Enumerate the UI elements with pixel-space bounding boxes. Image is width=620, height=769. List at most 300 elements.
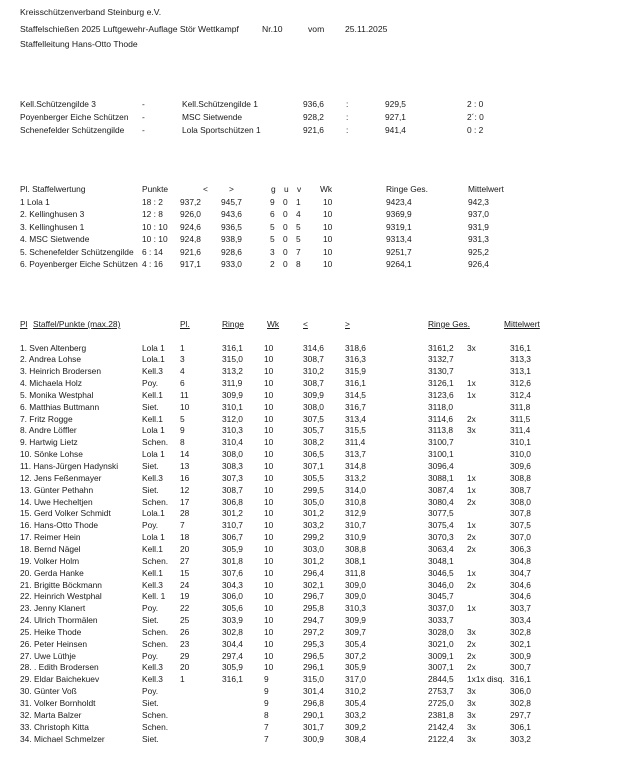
shooter-max: 310,9 — [345, 532, 366, 543]
shooter-ringe: 304,4 — [222, 638, 243, 649]
shooter-team: Kell.3 — [142, 472, 163, 483]
team-name: 5. Schenefelder Schützengilde — [20, 246, 134, 257]
col-pl: Pl — [20, 319, 28, 329]
shooter-total: 3048,1 — [428, 555, 454, 566]
shooter-ringe: 305,9 — [222, 662, 243, 673]
shooter-note: 1x — [467, 484, 476, 495]
shooter-wk: 10 — [264, 437, 274, 448]
col-staffel-punkte: Staffel/Punkte (max.28) — [33, 319, 121, 329]
shooter-max: 305,9 — [345, 662, 366, 673]
shooter-ringe: 308,0 — [222, 449, 243, 460]
shooter-name: 23. Jenny Klanert — [20, 603, 86, 614]
shooter-note: 3x — [467, 425, 476, 436]
team-max: 928,6 — [221, 246, 242, 257]
shooter-wk: 10 — [264, 638, 274, 649]
shooter-max: 313,7 — [345, 449, 366, 460]
shooter-wk: 10 — [264, 413, 274, 424]
shooter-wk: 8 — [264, 709, 269, 720]
team-name: 2. Kellinghusen 3 — [20, 209, 85, 220]
shooter-place: 28 — [180, 508, 190, 519]
shooter-note: 1x — [467, 472, 476, 483]
shooter-note: 2x — [467, 579, 476, 590]
team-wk: 10 — [323, 197, 333, 207]
away-team: MSC Sietwende — [182, 112, 243, 122]
shooter-team: Siet. — [142, 733, 159, 744]
shooter-avg: 306,0 — [510, 686, 531, 697]
team-max: 945,7 — [221, 197, 242, 207]
shooter-avg: 297,7 — [510, 709, 531, 720]
team-points: 4 : 16 — [142, 259, 163, 269]
shooter-avg: 303,2 — [510, 733, 531, 744]
shooter-place: 12 — [180, 484, 190, 495]
shooter-ringe: 310,7 — [222, 520, 243, 531]
shooter-name: 1. Sven Altenberg — [20, 342, 87, 353]
shooter-place: 22 — [180, 603, 190, 614]
shooter-min: 301,4 — [303, 686, 324, 697]
shooter-ringe: 312,0 — [222, 413, 243, 424]
shooter-max: 309,2 — [345, 721, 366, 732]
shooter-ringe: 309,9 — [222, 389, 243, 400]
shooter-min: 305,5 — [303, 472, 324, 483]
team-rings: 9369,9 — [386, 209, 412, 220]
team-row — [0, 210, 620, 222]
org-name: Kreisschützenverband Steinburg e.V. — [20, 7, 162, 17]
shooter-team: Poy. — [142, 686, 159, 697]
shooter-total: 3114,6 — [428, 413, 453, 424]
shooter-max: 310,2 — [345, 686, 366, 697]
shooter-team: Lola 1 — [142, 532, 165, 543]
team-row — [0, 248, 620, 260]
shooter-row — [0, 486, 620, 498]
shooter-avg: 307,0 — [510, 532, 531, 543]
shooter-place: 25 — [180, 615, 190, 626]
shooter-wk: 10 — [264, 520, 274, 531]
shooter-wk: 10 — [264, 603, 274, 614]
shooter-name: 4. Michaela Holz — [20, 378, 82, 389]
shooter-row — [0, 403, 620, 415]
shooter-row — [0, 735, 620, 747]
shooter-avg: 303,4 — [510, 615, 531, 626]
team-wk: 10 — [323, 221, 333, 232]
shooter-avg: 313,1 — [510, 366, 531, 377]
shooter-min: 301,2 — [303, 508, 324, 519]
away-score: 941,4 — [385, 125, 406, 135]
shooter-ringe: 316,1 — [222, 674, 243, 685]
shooter-ringe: 301,2 — [222, 508, 243, 519]
shooter-place: 6 — [180, 378, 185, 389]
shooter-avg: 310,1 — [510, 437, 531, 448]
shooter-name: 22. Heinrich Westphal — [20, 591, 102, 602]
shooter-min: 301,7 — [303, 721, 324, 732]
shooter-team: Schen. — [142, 709, 169, 720]
col-u: u — [284, 184, 289, 194]
shooter-min: 308,2 — [303, 437, 324, 448]
away-team: Lola Sportschützen 1 — [182, 125, 261, 135]
shooter-wk: 7 — [264, 733, 269, 744]
shooter-name: 30. Günter Voß — [20, 686, 77, 697]
team-min: 924,8 — [180, 234, 201, 245]
shooter-total: 3118,0 — [428, 401, 453, 412]
shooter-avg: 311,8 — [510, 401, 531, 412]
team-rings: 9423,4 — [386, 197, 412, 207]
shooter-avg: 302,1 — [510, 638, 531, 649]
shooter-place: 24 — [180, 579, 190, 590]
col-gt: > — [345, 319, 350, 329]
colon: : — [346, 99, 349, 109]
away-score: 929,5 — [385, 99, 406, 109]
shooter-min: 296,7 — [303, 591, 324, 602]
shooter-place: 5 — [180, 413, 185, 424]
shooter-total: 3033,7 — [428, 615, 454, 626]
shooter-team: Poy. — [142, 378, 159, 389]
shooter-place: 10 — [180, 401, 190, 412]
shooter-ringe: 306,0 — [222, 591, 243, 602]
shooter-wk: 7 — [264, 721, 269, 732]
shooter-team: Kell.1 — [142, 389, 163, 400]
shooter-place: 27 — [180, 555, 190, 566]
shooter-max: 305,4 — [345, 638, 366, 649]
team-row — [0, 235, 620, 247]
shooter-total: 3132,7 — [428, 354, 454, 365]
home-score: 921,6 — [303, 125, 324, 135]
team-won: 5 — [270, 221, 275, 232]
shooter-max: 315,9 — [345, 366, 366, 377]
shooter-avg: 316,1 — [510, 674, 531, 685]
shooter-avg: 306,3 — [510, 543, 531, 554]
shooter-max: 313,2 — [345, 472, 366, 483]
shooter-min: 296,4 — [303, 567, 324, 578]
team-name: 4. MSC Sietwende — [20, 234, 90, 245]
shooter-ringe: 297,4 — [222, 650, 243, 661]
shooter-ringe: 307,3 — [222, 472, 243, 483]
shooter-avg: 306,1 — [510, 721, 531, 732]
shooter-place: 29 — [180, 650, 190, 661]
shooter-min: 307,1 — [303, 461, 324, 471]
shooter-max: 309,9 — [345, 615, 366, 626]
shooter-note: 2x — [467, 650, 476, 661]
shooter-name: 17. Reimer Hein — [20, 532, 81, 543]
shooter-min: 303,2 — [303, 520, 324, 531]
shooter-ringe: 305,9 — [222, 543, 243, 554]
shooter-ringe: 308,7 — [222, 484, 243, 495]
team-points: 10 : 10 — [142, 221, 168, 232]
match-row — [0, 113, 620, 125]
shooter-team: Siet. — [142, 401, 159, 412]
shooter-max: 314,5 — [345, 389, 366, 400]
shooter-max: 311,4 — [345, 437, 366, 448]
shooter-wk: 10 — [264, 449, 274, 460]
shooter-name: 7. Fritz Rogge — [20, 413, 73, 424]
shooter-total: 3007,1 — [428, 662, 454, 673]
shooter-ringe: 310,3 — [222, 425, 243, 436]
shooter-team: Lola 1 — [142, 425, 165, 436]
shooter-min: 314,6 — [303, 342, 324, 353]
shooter-ringe: 308,3 — [222, 461, 243, 471]
shooter-ringe: 306,7 — [222, 532, 243, 543]
team-draw: 0 — [283, 234, 288, 245]
col-punkte: Punkte — [142, 184, 169, 194]
col-ringe: Ringe — [222, 319, 244, 329]
shooter-team: Schen. — [142, 555, 169, 566]
shooter-wk: 10 — [264, 567, 274, 578]
shooter-wk: 10 — [264, 389, 274, 400]
home-team: Schenefelder Schützengilde — [20, 125, 125, 135]
shooter-total: 3113,8 — [428, 425, 453, 436]
team-min: 937,2 — [180, 197, 201, 207]
shooter-wk: 10 — [264, 472, 274, 483]
shooter-team: Poy. — [142, 603, 159, 614]
shooter-min: 303,0 — [303, 543, 324, 554]
team-rings: 9319,1 — [386, 221, 412, 232]
shooter-avg: 312,6 — [510, 378, 531, 389]
team-min: 924,6 — [180, 221, 201, 232]
team-draw: 0 — [283, 221, 288, 232]
team-name: 6. Poyenberger Eiche Schützen — [20, 259, 138, 269]
shooter-min: 310,2 — [303, 366, 324, 377]
shooter-row — [0, 557, 620, 569]
shooter-team: Kell.3 — [142, 366, 163, 377]
team-points: 10 : 10 — [142, 234, 168, 245]
team-lost: 7 — [296, 246, 301, 257]
shooter-name: 15. Gerd Volker Schmidt — [20, 508, 111, 519]
shooter-avg: 307,8 — [510, 508, 531, 519]
shooter-avg: 311,4 — [510, 425, 531, 436]
shooter-total: 3100,1 — [428, 449, 454, 460]
shooter-team: Kell.3 — [142, 579, 163, 590]
shooter-min: 299,5 — [303, 484, 324, 495]
shooter-note: 2x — [467, 543, 476, 554]
shooter-total: 3075,4 — [428, 520, 454, 531]
home-team: Kell.Schützengilde 3 — [20, 99, 96, 109]
team-lost: 8 — [296, 259, 301, 269]
shooter-min: 307,5 — [303, 413, 324, 424]
shooter-avg: 313,3 — [510, 354, 531, 365]
shooter-team: Siet. — [142, 484, 159, 495]
shooter-place: 11 — [180, 389, 189, 400]
shooter-avg: 308,7 — [510, 484, 531, 495]
shooter-min: 299,2 — [303, 532, 324, 543]
shooter-note: 2x — [467, 638, 476, 649]
shooter-wk: 10 — [264, 378, 274, 389]
shooter-place: 23 — [180, 638, 190, 649]
shooter-ringe: 316,1 — [222, 342, 243, 353]
shooter-note: 3x — [467, 686, 476, 697]
shooter-max: 313,4 — [345, 413, 366, 424]
shooter-team: Schen. — [142, 626, 169, 637]
shooter-max: 312,9 — [345, 508, 366, 519]
shooter-name: 27. Uwe Lüthje — [20, 650, 76, 661]
team-lost: 4 — [296, 209, 301, 220]
shooter-name: 13. Günter Pethahn — [20, 484, 94, 495]
shooter-total: 3123,6 — [428, 389, 454, 400]
shooter-ringe: 305,6 — [222, 603, 243, 614]
shooter-place: 8 — [180, 437, 185, 448]
shooter-min: 306,5 — [303, 449, 324, 460]
shooter-name: 16. Hans-Otto Thode — [20, 520, 99, 531]
shooter-place: 18 — [180, 532, 190, 543]
shooter-min: 295,8 — [303, 603, 324, 614]
team-row — [0, 198, 620, 210]
col-lt: < — [203, 184, 208, 194]
shooter-min: 308,0 — [303, 401, 324, 412]
team-wk: 10 — [323, 209, 333, 220]
team-row — [0, 260, 620, 272]
team-wk: 10 — [323, 234, 333, 245]
shooter-name: 11. Hans-Jürgen Hadynski — [20, 461, 119, 471]
shooter-total: 3009,1 — [428, 650, 454, 661]
shooter-avg: 316,1 — [510, 342, 531, 353]
shooter-total: 3077,5 — [428, 508, 454, 519]
col-gt: > — [229, 184, 234, 194]
team-won: 6 — [270, 209, 275, 220]
shooter-team: Lola 1 — [142, 342, 165, 353]
event-date: 25.11.2025 — [345, 24, 388, 34]
shooter-min: 296,5 — [303, 650, 324, 661]
shooter-name: 3. Heinrich Brodersen — [20, 366, 101, 377]
shooter-team: Kell.3 — [142, 674, 163, 685]
team-name: 1 Lola 1 — [20, 197, 50, 207]
shooter-total: 3063,4 — [428, 543, 454, 554]
shooter-min: 301,2 — [303, 555, 324, 566]
shooter-team: Schen. — [142, 437, 169, 448]
shooter-place: 17 — [180, 496, 190, 507]
shooter-total: 2122,4 — [428, 733, 454, 744]
shooter-min: 295,3 — [303, 638, 324, 649]
shooter-avg: 312,4 — [510, 389, 531, 400]
col-ringe-ges: Ringe Ges. — [428, 319, 470, 329]
shooter-min: 294,7 — [303, 615, 324, 626]
shooter-max: 309,0 — [345, 591, 366, 602]
team-draw: 0 — [283, 259, 288, 269]
shooter-ringe: 307,6 — [222, 567, 243, 578]
shooter-avg: 304,6 — [510, 591, 531, 602]
shooter-name: 18. Bernd Nägel — [20, 543, 81, 554]
shooter-place: 26 — [180, 626, 190, 637]
shooter-team: Siet. — [142, 698, 159, 708]
shooter-name: 5. Monika Westphal — [20, 389, 94, 400]
shooter-max: 310,3 — [345, 603, 366, 614]
shooter-total: 2725,0 — [428, 698, 454, 708]
shooter-wk: 10 — [264, 662, 274, 673]
colon: : — [346, 112, 349, 122]
shooter-note: 1x — [467, 567, 476, 578]
team-row — [0, 223, 620, 235]
team-won: 2 — [270, 259, 275, 269]
shooter-note: 3x — [467, 342, 476, 353]
team-points: 12 : 8 — [142, 209, 163, 220]
shooter-avg: 308,0 — [510, 496, 531, 507]
shooter-avg: 303,7 — [510, 603, 531, 614]
shooter-wk: 10 — [264, 650, 274, 661]
shooter-wk: 10 — [264, 543, 274, 554]
shooter-avg: 307,5 — [510, 520, 531, 531]
shooter-ringe: 303,9 — [222, 615, 243, 626]
shooter-name: 2. Andrea Lohse — [20, 354, 82, 365]
shooter-note: 1x — [467, 520, 476, 531]
team-points: 18 : 2 — [142, 197, 163, 207]
shooter-row — [0, 640, 620, 652]
team-max: 943,6 — [221, 209, 242, 220]
shooter-team: Kell. 1 — [142, 591, 166, 602]
col-wk: Wk — [267, 319, 280, 329]
team-min: 926,0 — [180, 209, 201, 220]
shooter-total: 3045,7 — [428, 591, 454, 602]
shooter-place: 4 — [180, 366, 185, 377]
event-title: Staffelschießen 2025 Luftgewehr-Auflage Stör Wettkampf — [20, 24, 239, 34]
shooter-name: 32. Marta Balzer — [20, 709, 82, 720]
shooter-avg: 309,6 — [510, 461, 531, 471]
col-mittelwert: Mittelwert — [468, 184, 504, 194]
shooter-max: 314,8 — [345, 461, 366, 471]
shooter-total: 3046,5 — [428, 567, 454, 578]
col-g: g — [271, 184, 276, 194]
shooter-wk: 9 — [264, 674, 269, 685]
shooter-max: 316,1 — [345, 378, 366, 389]
staffel-leader: Staffelleitung Hans-Otto Thode — [20, 39, 138, 49]
shooter-team: Kell.1 — [142, 543, 163, 554]
shooter-min: 297,2 — [303, 626, 324, 637]
colon: : — [346, 125, 349, 135]
shooter-place: 16 — [180, 472, 190, 483]
shooter-wk: 10 — [264, 508, 274, 519]
shooter-team: Schen. — [142, 638, 169, 649]
shooter-wk: 10 — [264, 555, 274, 566]
shooter-name: 34. Michael Schmelzer — [20, 733, 105, 744]
separator: - — [142, 112, 145, 122]
shooter-ringe: 302,8 — [222, 626, 243, 637]
shooter-ringe: 310,1 — [222, 401, 243, 412]
shooter-place: 1 — [180, 342, 185, 353]
shooter-team: Kell.1 — [142, 567, 163, 578]
shooter-name: 12. Jens Feßenmayer — [20, 472, 102, 483]
match-row — [0, 126, 620, 138]
shooter-max: 308,8 — [345, 543, 366, 554]
team-wk: 10 — [323, 246, 333, 257]
shooter-ringe: 315,0 — [222, 354, 243, 365]
team-lost: 5 — [296, 234, 301, 245]
shooter-wk: 10 — [264, 484, 274, 495]
match-points: 2´: 0 — [467, 112, 484, 122]
shooter-ringe: 310,4 — [222, 437, 243, 448]
shooter-note: 1x — [467, 603, 476, 614]
shooter-place: 1 — [180, 674, 185, 685]
shooter-max: 310,7 — [345, 520, 366, 531]
team-lost: 1 — [296, 197, 301, 207]
shooter-avg: 308,8 — [510, 472, 531, 483]
shooter-max: 310,8 — [345, 496, 366, 507]
shooter-name: 25. Heike Thode — [20, 626, 82, 637]
shooter-max: 309,7 — [345, 626, 366, 637]
team-avg: 931,3 — [468, 234, 489, 245]
col-wk: Wk — [320, 184, 333, 194]
shooter-name: 33. Christoph Kitta — [20, 721, 89, 732]
shooter-total: 3021,0 — [428, 638, 454, 649]
shooter-note: 3x — [467, 709, 476, 720]
shooter-max: 309,0 — [345, 579, 366, 590]
shooter-total: 3130,7 — [428, 366, 454, 377]
team-max: 938,9 — [221, 234, 242, 245]
away-score: 927,1 — [385, 112, 406, 122]
shooter-team: Siet. — [142, 615, 159, 626]
shooter-note: 3x — [467, 721, 476, 732]
shooter-max: 307,2 — [345, 650, 366, 661]
shooter-total: 3087,4 — [428, 484, 454, 495]
shooter-max: 308,4 — [345, 733, 366, 744]
team-avg: 931,9 — [468, 221, 489, 232]
team-table-header — [0, 185, 620, 197]
shooter-wk: 10 — [264, 591, 274, 602]
home-team: Poyenberger Eiche Schützen — [20, 112, 129, 122]
